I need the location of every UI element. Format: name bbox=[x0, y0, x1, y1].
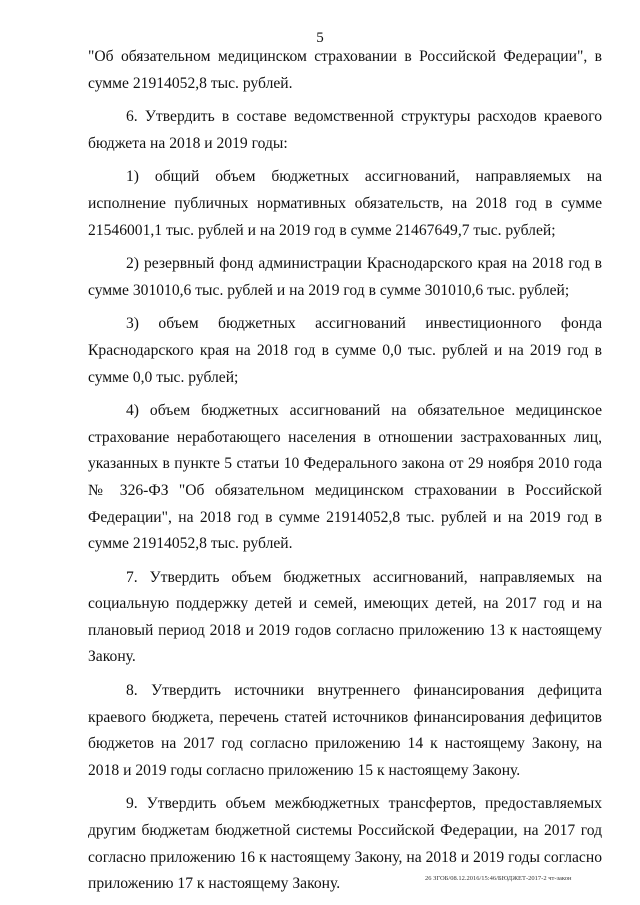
footer-document-code: 26 ЗГОБ/08.12.2016/15:46/БЮДЖЕТ-2017-2 чт-закон bbox=[425, 875, 572, 882]
document-body bbox=[88, 44, 602, 905]
page-number: 5 bbox=[316, 30, 324, 46]
paragraph-6: 6. Утвердить в составе ведомственной структуры расходов краевого бюджета на 2018 и 2019 годы: bbox=[88, 108, 602, 152]
paragraph-6-item-4: 4) объем бюджетных ассигнований на обязательное медицинское страхование неработающего населения в отношении застрахованных лиц, указанных в пункте 5 статьи 10 Федерального закона от 29 ноября 2010 года № 326-ФЗ "Об обязательном медицинском страховании в Российской Федерации", на 2018 год в сумме 21914052,8 тыс. рублей и на 2019 год в сумме 21914052,8 тыс. рублей. bbox=[88, 402, 602, 553]
paragraph-6-item-1: 1) общий объем бюджетных ассигнований, направляемых на исполнение публичных нормативных обязательств, на 2018 год в сумме 21546001,1 тыс. рублей и на 2019 год в сумме 21467649,7 тыс. рублей; bbox=[88, 168, 602, 239]
paragraph-9: 9. Утвердить объем межбюджетных трансфертов, предоставляемых другим бюджетам бюджетной системы Российской Федерации, на 2017 год согласно приложению 16 к настоящему Закону, на 2018 и 2019 годы согласно приложению 17 к настоящему Закону. bbox=[88, 795, 602, 893]
paragraph-8: 8. Утвердить источники внутреннего финансирования дефицита краевого бюджета, перечень статей источников финансирования дефицитов бюджетов на 2017 год согласно приложению 14 к настоящему Закону, на 2018 и 2019 годы согласно приложению 15 к настоящему Закону. bbox=[88, 682, 602, 779]
paragraph-6-item-3: 3) объем бюджетных ассигнований инвестиционного фонда Краснодарского края на 2018 год в сумме 0,0 тыс. рублей и на 2019 год в сумме 0,0 тыс. рублей; bbox=[88, 315, 602, 386]
paragraph-continuation: "Об обязательном медицинском страховании в Российской Федерации", в сумме 21914052,8 тыс. рублей. bbox=[88, 48, 602, 92]
paragraph-6-item-2: 2) резервный фонд администрации Краснодарского края на 2018 год в сумме 301010,6 тыс. рублей и на 2019 год в сумме 301010,6 тыс. рублей; bbox=[88, 255, 602, 299]
paragraph-7: 7. Утвердить объем бюджетных ассигнований, направляемых на социальную поддержку детей и семей, имеющих детей, на 2017 год и на плановый период 2018 и 2019 годов согласно приложению 13 к настоящему Закону. bbox=[88, 568, 602, 666]
